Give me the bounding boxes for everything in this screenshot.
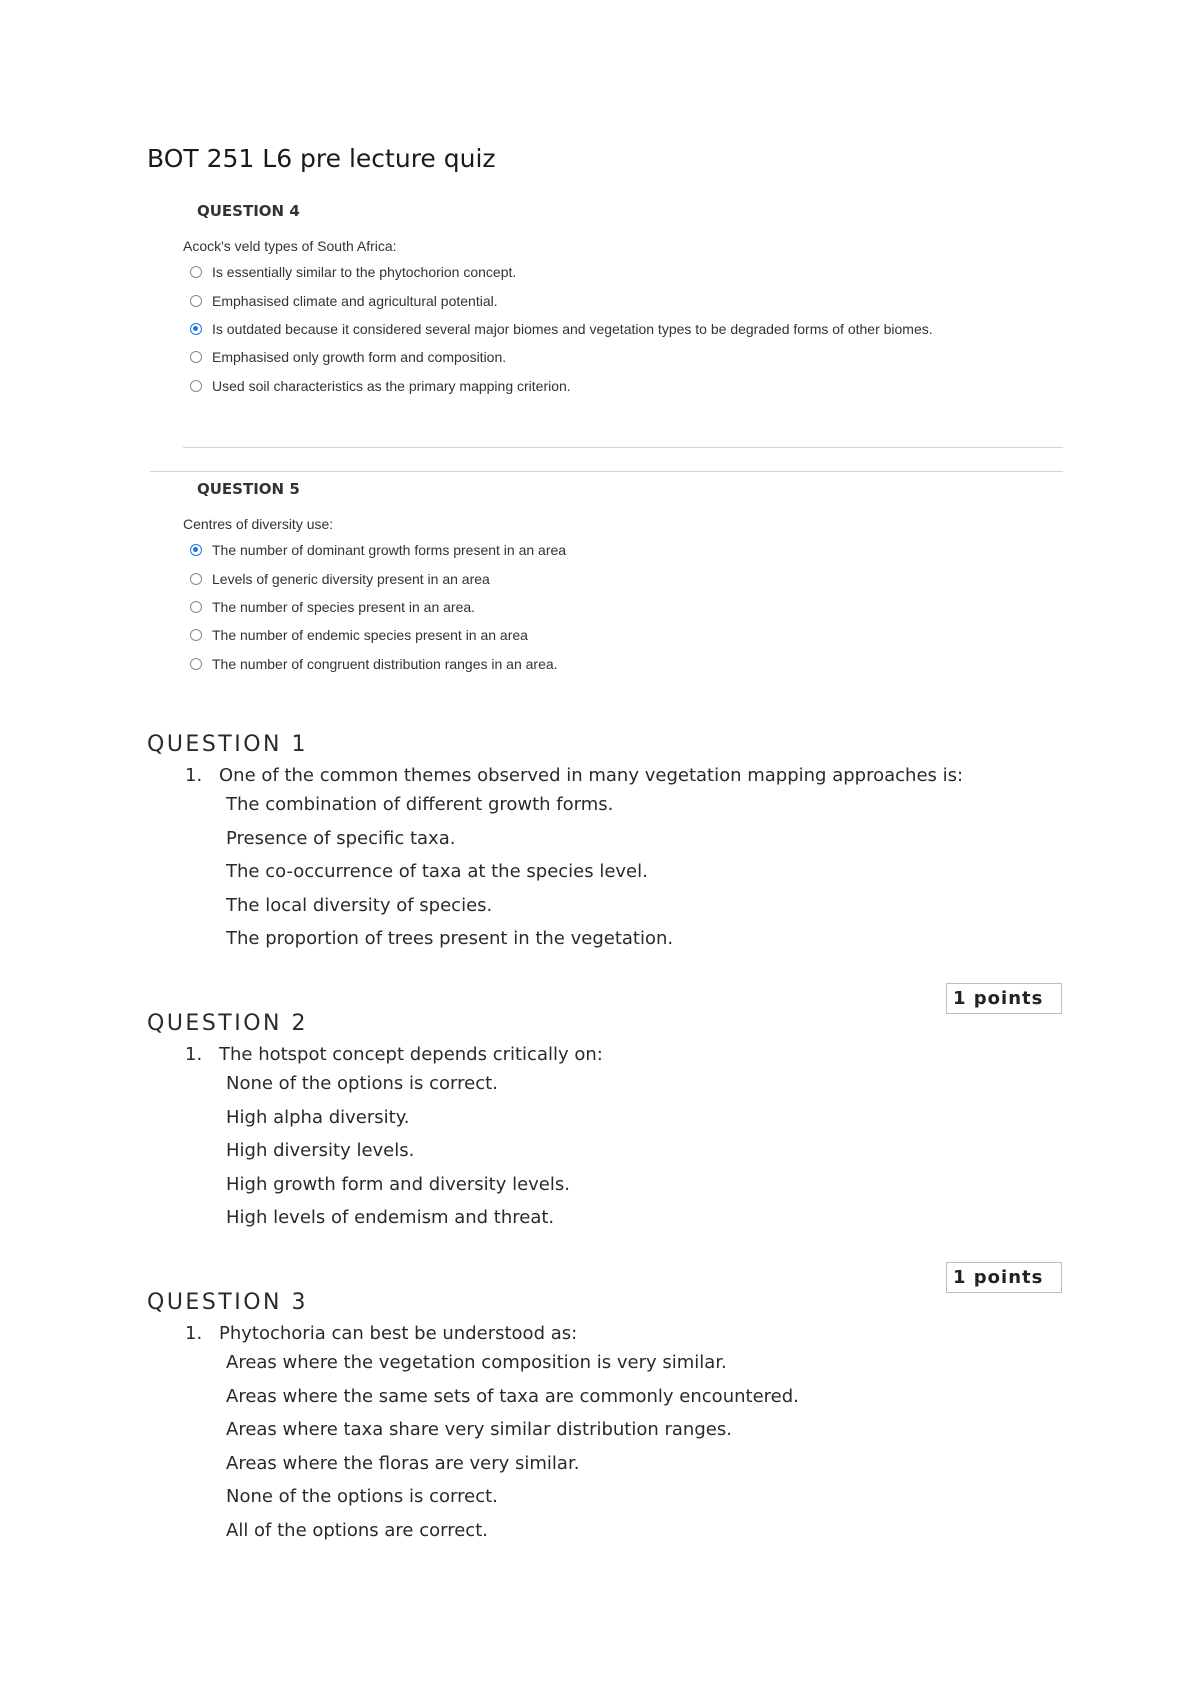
- answer-option: Areas where the vegetation composition is very similar.: [226, 1352, 727, 1373]
- option-label: The number of congruent distribution ranges in an area.: [212, 655, 558, 672]
- answer-option: The proportion of trees present in the vegetation.: [226, 928, 674, 950]
- radio-button-icon[interactable]: [190, 629, 202, 641]
- question-1-header: QUESTION 1: [147, 732, 308, 757]
- question-5-option[interactable]: [183, 564, 1063, 592]
- list-number: 1.: [185, 1323, 203, 1344]
- answer-option: None of the options is correct.: [226, 1073, 498, 1094]
- answer-option: The local diversity of species.: [226, 894, 493, 916]
- question-4-prompt: Acock's veld types of South Africa:: [183, 238, 397, 254]
- radio-button-icon[interactable]: [190, 658, 202, 670]
- question-4-option[interactable]: [183, 315, 1063, 343]
- answer-option: High alpha diversity.: [226, 1106, 410, 1128]
- question-5-option[interactable]: [183, 621, 1063, 649]
- answer-option: High growth form and diversity levels.: [226, 1173, 570, 1195]
- option-label: Is outdated because it considered several major biomes and vegetation types to be degraded forms of other biomes.: [212, 320, 933, 337]
- question-4-option[interactable]: [183, 286, 1063, 314]
- question-5-option[interactable]: [183, 650, 1063, 678]
- divider: [183, 447, 1063, 448]
- document-title: BOT 251 L6 pre lecture quiz: [147, 144, 496, 173]
- question-3: [147, 1290, 1067, 1548]
- option-label: Emphasised only growth form and composition.: [212, 349, 507, 366]
- option-label: The number of dominant growth forms present in an area: [212, 542, 567, 559]
- option-label: The number of species present in an area.: [212, 598, 476, 615]
- question-4-option[interactable]: [183, 343, 1063, 371]
- radio-button-icon[interactable]: [190, 295, 202, 307]
- list-number: 1.: [185, 765, 203, 786]
- question-5-option[interactable]: [183, 536, 1063, 564]
- answer-option: High levels of endemism and threat.: [226, 1207, 555, 1229]
- question-text: One of the common themes observed in many vegetation mapping approaches is:: [219, 765, 964, 786]
- radio-button-icon[interactable]: [190, 266, 202, 278]
- question-4-panel: [183, 202, 1063, 400]
- answer-option: Areas where the same sets of taxa are commonly encountered.: [226, 1385, 799, 1407]
- option-label: Levels of generic diversity present in an area: [212, 570, 490, 587]
- question-text: The hotspot concept depends critically on:: [219, 1044, 603, 1065]
- radio-button-selected-icon[interactable]: [190, 323, 202, 335]
- radio-button-icon[interactable]: [190, 351, 202, 363]
- question-2-stem: [147, 1044, 1067, 1065]
- answer-option: The co-occurrence of taxa at the species level.: [226, 861, 648, 883]
- points-badge: 1 points: [946, 1262, 1062, 1293]
- option-label: Emphasised climate and agricultural potential.: [212, 292, 498, 309]
- radio-button-icon[interactable]: [190, 573, 202, 585]
- option-label: Is essentially similar to the phytochorion concept.: [212, 264, 517, 281]
- list-number: 1.: [185, 1044, 203, 1065]
- question-2: [147, 1011, 1067, 1235]
- question-1: [147, 732, 1067, 956]
- radio-button-selected-icon[interactable]: [190, 544, 202, 556]
- answer-option: All of the options are correct.: [226, 1519, 488, 1541]
- answer-option: Presence of specific taxa.: [226, 827, 456, 849]
- question-5-panel: [183, 480, 1063, 678]
- answer-option: Areas where the floras are very similar.: [226, 1452, 580, 1474]
- answer-option: High diversity levels.: [226, 1140, 415, 1162]
- question-5-option[interactable]: [183, 593, 1063, 621]
- question-5-prompt: Centres of diversity use:: [183, 516, 334, 532]
- question-text: Phytochoria can best be understood as:: [219, 1323, 578, 1344]
- question-4-header: QUESTION 4: [197, 202, 300, 220]
- divider: [150, 471, 1063, 472]
- radio-button-icon[interactable]: [190, 380, 202, 392]
- answer-option: Areas where taxa share very similar distribution ranges.: [226, 1419, 732, 1441]
- option-label: The number of endemic species present in an area: [212, 627, 528, 644]
- question-2-header: QUESTION 2: [147, 1011, 308, 1036]
- question-4-option[interactable]: [183, 372, 1063, 400]
- radio-button-icon[interactable]: [190, 601, 202, 613]
- question-1-stem: [147, 765, 1067, 786]
- answer-option: The combination of different growth forms.: [226, 794, 614, 815]
- question-3-stem: [147, 1323, 1067, 1344]
- points-badge: 1 points: [946, 983, 1062, 1014]
- question-3-header: QUESTION 3: [147, 1290, 308, 1315]
- answer-option: None of the options is correct.: [226, 1486, 498, 1508]
- question-4-option[interactable]: [183, 258, 1063, 286]
- option-label: Used soil characteristics as the primary mapping criterion.: [212, 377, 571, 394]
- question-5-header: QUESTION 5: [197, 480, 300, 498]
